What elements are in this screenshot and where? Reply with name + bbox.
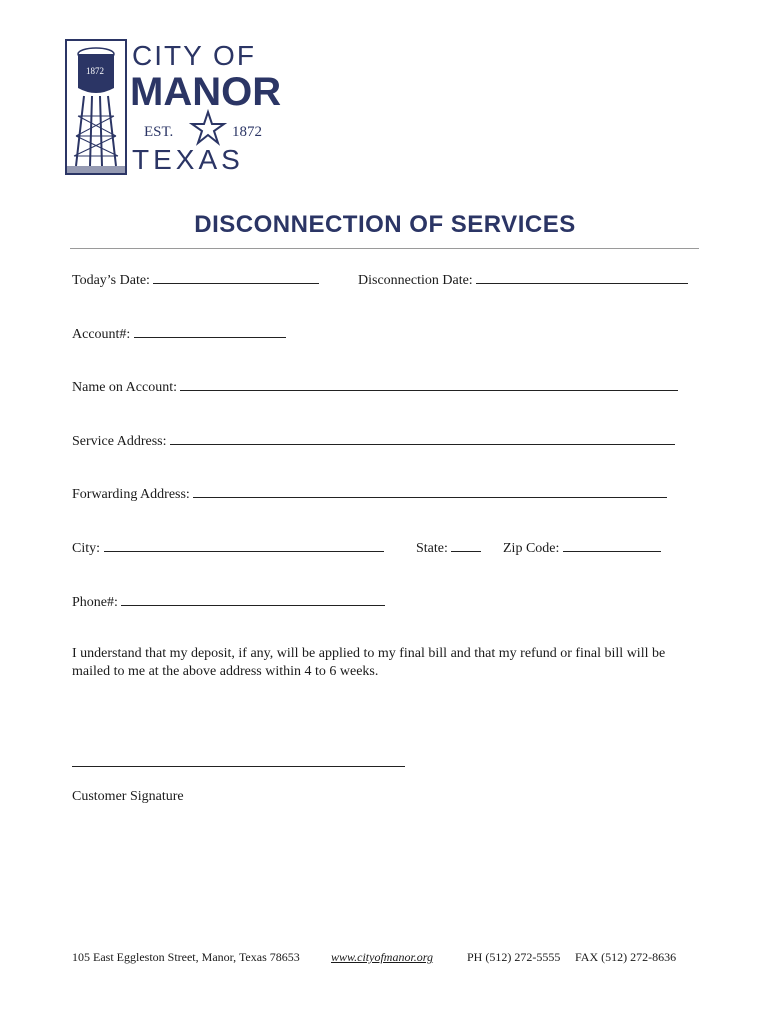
- deposit-statement: I understand that my deposit, if any, will be applied to my final bill and that my refund or final bill will be mailed to me at the above address within 4 to 6 weeks.: [72, 646, 666, 679]
- logo-city-of: CITY OF: [132, 40, 256, 71]
- service-address-row: [72, 432, 675, 450]
- state-label: State:: [416, 541, 448, 556]
- city-field[interactable]: [104, 539, 384, 552]
- logo-manor: MANOR: [130, 70, 282, 114]
- page-title-text: DISCONNECTION OF SERVICES: [194, 211, 576, 238]
- todays-date-row: [72, 271, 319, 289]
- zip-row: [503, 539, 661, 557]
- logo-year: 1872: [232, 124, 262, 140]
- footer-website[interactable]: [331, 950, 433, 965]
- state-row: [416, 539, 481, 557]
- disconnection-date-row: [358, 271, 688, 289]
- name-label: Name on Account:: [72, 380, 177, 395]
- phone-label: Phone#:: [72, 595, 118, 610]
- todays-date-field[interactable]: [153, 271, 319, 284]
- city-row: [72, 539, 384, 557]
- todays-date-label: Today’s Date:: [72, 273, 150, 288]
- service-address-label: Service Address:: [72, 434, 167, 449]
- tower-year: 1872: [86, 66, 104, 76]
- state-field[interactable]: [451, 539, 481, 552]
- signature-label: Customer Signature: [72, 789, 184, 804]
- logo-est: EST.: [144, 124, 174, 140]
- account-field[interactable]: [134, 325, 286, 338]
- name-row: [72, 378, 678, 396]
- page-title: [0, 211, 770, 239]
- phone-row: [72, 593, 385, 611]
- forwarding-address-label: Forwarding Address:: [72, 487, 190, 502]
- signature-line[interactable]: [72, 766, 405, 767]
- footer-fax: FAX (512) 272-8636: [575, 950, 677, 964]
- phone-field[interactable]: [121, 593, 385, 606]
- account-label: Account#:: [72, 327, 131, 342]
- footer-phone: PH (512) 272-5555: [467, 950, 561, 964]
- disconnection-date-label: Disconnection Date:: [358, 273, 473, 288]
- title-divider: [70, 248, 699, 249]
- forwarding-address-row: [72, 485, 667, 503]
- name-field[interactable]: [180, 378, 678, 391]
- service-address-field[interactable]: [170, 432, 675, 445]
- zip-field[interactable]: [563, 539, 661, 552]
- footer-address: 105 East Eggleston Street, Manor, Texas 78653: [72, 950, 300, 964]
- city-logo: [62, 36, 287, 178]
- forwarding-address-field[interactable]: [193, 485, 667, 498]
- disconnection-date-field[interactable]: [476, 271, 688, 284]
- website-link[interactable]: www.cityofmanor.org: [331, 950, 434, 964]
- account-row: [72, 325, 286, 343]
- city-label: City:: [72, 541, 101, 556]
- logo-texas: TEXAS: [132, 144, 244, 175]
- zip-label: Zip Code:: [503, 541, 560, 556]
